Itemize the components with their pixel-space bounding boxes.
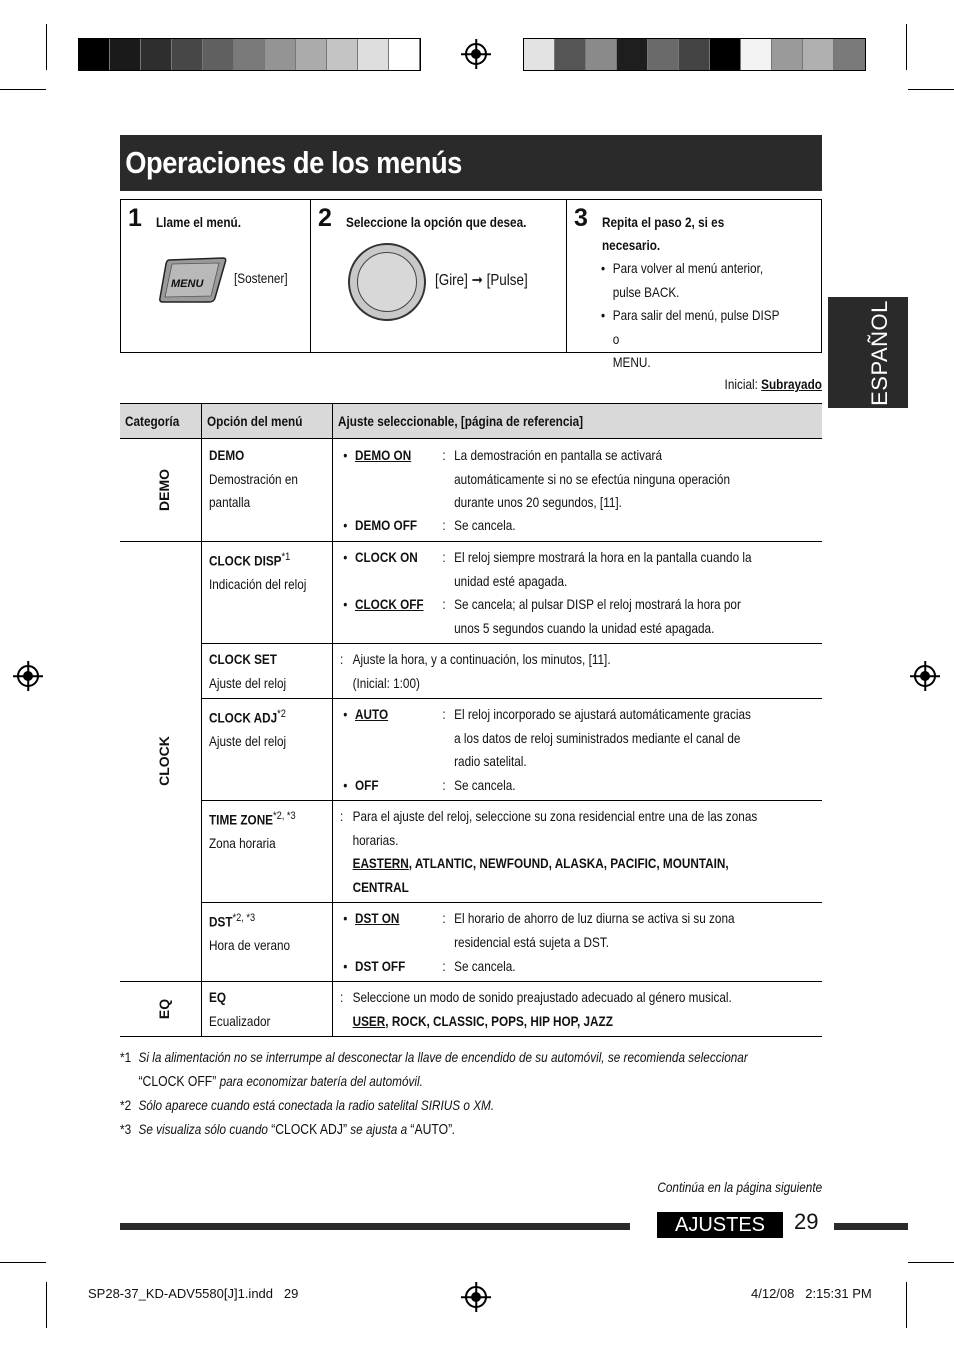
setting-time-zone: : Para el ajuste del reloj, seleccione su zona residencial entre una de las zonas horarias. EASTERN, ATLANTIC, NEWFOUND, ALASKA, PACIFIC, MOUNTAIN, CENTRAL [340,808,758,895]
menu-option-demo: DEMO Demostración en pantalla [209,447,298,510]
crop-mark [46,24,47,70]
initial-value: Subrayado [761,376,822,392]
menu-button-label: MENU [171,278,204,290]
footnotes [120,1046,817,1142]
menu-option-dst: $DST^{*2, *3}$ Hora de verano [209,912,291,954]
crop-mark [906,24,907,70]
crop-mark [0,1262,46,1263]
table-header [120,403,822,439]
crop-mark [908,89,954,90]
step-3 [567,200,821,370]
menu-option-time-zone: TIME $ZONE^{*2, *3}$ Zona horaria [209,810,296,852]
menu-option-eq: EQ Ecualizador [209,989,271,1029]
language-tab [828,297,908,408]
crop-mark [46,1282,47,1328]
section-label: AJUSTES [657,1212,783,1238]
footnote-3: *3 Se visualiza sólo cuando “CLOCK ADJ” se ajusta a “AUTO”. [120,1120,456,1138]
column-header: Opción del menú [207,413,303,429]
step-2 [311,200,567,352]
footer-bar [120,1223,630,1230]
step-bullets [601,257,786,375]
step-text: Repita el paso 2, si es necesario. [602,214,725,253]
registration-mark-icon [465,1286,487,1308]
crop-mark [908,1262,954,1263]
registration-mark-icon [17,665,39,687]
color-bar-right [523,38,866,71]
menu-option-clock-set: CLOCK SET Ajuste del reloj [209,651,287,691]
crop-mark [0,89,46,90]
continue-note: Continúa en la página siguiente [657,1179,822,1195]
step-number: 3 [574,204,588,232]
step-number: 2 [318,204,332,232]
category-clock: CLOCK [156,736,172,786]
footer-bar [834,1223,908,1230]
step-action: [Sostener] [234,270,288,286]
step-text: Seleccione la opción que desea. [346,214,527,230]
initial-note: Inicial: Subrayado [724,376,822,392]
setting-clock-set: : Ajuste la hora, y a continuación, los minutos, [11]. (Inicial: 1:00) [340,651,611,691]
footnote-1: *1 Si la alimentación no se interrumpe al desconectar la llave de encendido de su automóvil, se recomienda seleccionar “CLOCK OFF” para economizar batería del automóvil. [120,1049,748,1090]
menu-option-clock-adj: CLOCK ADJ$^{*2}$ Ajuste del reloj [209,708,287,750]
category-demo: DEMO [156,469,172,511]
page-title: Operaciones de los menús [125,145,462,180]
step-action: [Gire] ➞ [Pulse] [435,272,528,289]
slug-date: 4/12/08 2:15:31 PM [751,1286,872,1301]
column-header: Ajuste seleccionable, [página de referencia] [338,413,584,429]
slug-file: SP28-37_KD-ADV5580[J]1.indd 29 [88,1286,299,1301]
language-tab-label: ESPAÑOL [867,300,892,406]
category-eq: EQ [156,998,172,1020]
registration-mark-icon [465,43,487,65]
step-text: Llame el menú. [156,214,241,230]
list-item: • Para volver al menú anterior, pulse BACK. [601,257,786,304]
column-header: Categoría [125,413,180,429]
list-item: • Para salir del menú, pulse DISP o MENU. [601,304,786,375]
color-bar-left [78,38,421,71]
step-1 [121,200,311,352]
crop-mark [906,1282,907,1328]
menu-button-icon [159,254,227,304]
menu-option-clock-disp: CLOCK DISP$^{*1}$ Indicación del reloj [209,551,307,593]
steps-box [120,199,822,370]
registration-mark-icon [914,665,936,687]
title-bar [120,135,822,191]
control-dial-icon [348,243,426,321]
footnote-2: *2 Sólo aparece cuando está conectada la radio satelital SIRIUS o XM. [120,1097,495,1113]
setting-eq: : Seleccione un modo de sonido preajustado adecuado al género musical. USER, ROCK, CLASSIC, POPS, HIP HOP, JAZZ [340,989,732,1029]
page-number: 29 [794,1209,819,1234]
step-number: 1 [128,204,142,232]
